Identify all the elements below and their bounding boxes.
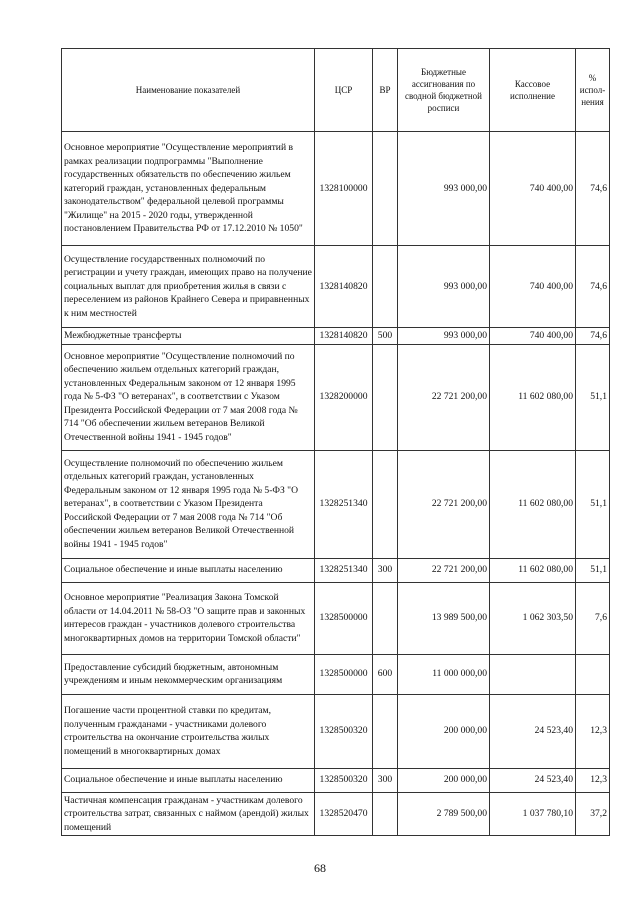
cell-budget: 22 721 200,00 [398, 558, 490, 582]
cell-pct: 74,6 [576, 246, 610, 328]
table-row [62, 768, 610, 792]
table-row [62, 654, 610, 694]
cell-cash: 740 400,00 [490, 246, 576, 328]
cell-name: Межбюджетные трансферты [62, 328, 315, 345]
cell-budget: 2 789 500,00 [398, 792, 490, 836]
cell-name: Частичная компенсация гражданам - участникам долевого строительства затрат, связанных с наймом (арендой) жилых помещений [62, 792, 315, 836]
cell-cash: 11 602 080,00 [490, 344, 576, 450]
header-budget: Бюджетные ассигнования по сводной бюджетной росписи [398, 49, 490, 132]
cell-csr: 1328520470 [315, 792, 373, 836]
cell-name: Социальное обеспечение и иные выплаты населению [62, 558, 315, 582]
cell-vr [373, 792, 398, 836]
cell-pct: 74,6 [576, 132, 610, 246]
table-header-row [62, 49, 610, 132]
cell-pct: 12,3 [576, 768, 610, 792]
cell-name: Осуществление государственных полномочий по регистрации и учету граждан, имеющих право на получение социальных выплат для приобретения жилья в связи с переселением из районов Крайнего Севера и приравненных к ним местностей [62, 246, 315, 328]
table-row [62, 694, 610, 768]
cell-name: Осуществление полномочий по обеспечению жильем отдельных категорий граждан, установленных Федеральным законом от 12 января 1995 года № 5-ФЗ "О ветеранах", в соответствии с Указом Президента Российской Федерации от 7 мая 2008 года № 714 "Об обеспечении жильем ветеранов Великой Отечественной войны 1941 - 1945 годов" [62, 450, 315, 558]
cell-budget: 22 721 200,00 [398, 344, 490, 450]
header-csr: ЦСР [315, 49, 373, 132]
cell-budget: 11 000 000,00 [398, 654, 490, 694]
cell-csr: 1328251340 [315, 450, 373, 558]
table-row [62, 344, 610, 450]
cell-vr [373, 450, 398, 558]
cell-cash [490, 654, 576, 694]
cell-pct: 7,6 [576, 582, 610, 654]
cell-name: Погашение части процентной ставки по кредитам, полученным гражданами - участниками долевого строительства на окончание строительства жилых помещений в многоквартирных домах [62, 694, 315, 768]
budget-execution-table [61, 48, 610, 836]
cell-csr: 1328500000 [315, 654, 373, 694]
table-row [62, 558, 610, 582]
cell-vr: 300 [373, 558, 398, 582]
cell-cash: 11 602 080,00 [490, 450, 576, 558]
cell-pct: 74,6 [576, 328, 610, 345]
cell-csr: 1328500320 [315, 768, 373, 792]
cell-pct: 51,1 [576, 344, 610, 450]
cell-pct: 51,1 [576, 450, 610, 558]
cell-budget: 993 000,00 [398, 246, 490, 328]
header-pct: % испол-нения [576, 49, 610, 132]
table-row [62, 582, 610, 654]
cell-vr: 500 [373, 328, 398, 345]
cell-name: Основное мероприятие "Осуществление мероприятий в рамках реализации подпрограммы "Выполнение государственных обязательств по обеспечению жильем категорий граждан, установленных федеральным законодательством" федеральной целевой программы "Жилище" на 2015 - 2020 годы, утвержденной постановлением Правительства РФ от 17.12.2010 № 1050" [62, 132, 315, 246]
page-number: 68 [314, 861, 326, 875]
table-row [62, 450, 610, 558]
header-vr: ВР [373, 49, 398, 132]
cell-budget: 993 000,00 [398, 328, 490, 345]
cell-cash: 24 523,40 [490, 694, 576, 768]
cell-csr: 1328100000 [315, 132, 373, 246]
cell-budget: 200 000,00 [398, 768, 490, 792]
cell-csr: 1328500000 [315, 582, 373, 654]
cell-pct [576, 654, 610, 694]
header-name: Наименование показателей [62, 49, 315, 132]
cell-cash: 740 400,00 [490, 328, 576, 345]
cell-name: Основное мероприятие "Реализация Закона Томской области от 14.04.2011 № 58-ОЗ "О защите прав и законных интересов граждан - участников долевого строительства многоквартирных домов на территории Томской области" [62, 582, 315, 654]
cell-vr [373, 246, 398, 328]
cell-csr: 1328200000 [315, 344, 373, 450]
table-row [62, 246, 610, 328]
cell-cash: 24 523,40 [490, 768, 576, 792]
cell-cash: 11 602 080,00 [490, 558, 576, 582]
table-row [62, 328, 610, 345]
cell-budget: 200 000,00 [398, 694, 490, 768]
cell-vr [373, 132, 398, 246]
cell-cash: 1 062 303,50 [490, 582, 576, 654]
cell-pct: 37,2 [576, 792, 610, 836]
cell-vr: 600 [373, 654, 398, 694]
cell-budget: 13 989 500,00 [398, 582, 490, 654]
cell-vr [373, 694, 398, 768]
header-cash: Кассовое исполнение [490, 49, 576, 132]
cell-vr: 300 [373, 768, 398, 792]
cell-budget: 22 721 200,00 [398, 450, 490, 558]
cell-vr [373, 344, 398, 450]
cell-pct: 12,3 [576, 694, 610, 768]
cell-cash: 1 037 780,10 [490, 792, 576, 836]
cell-budget: 993 000,00 [398, 132, 490, 246]
cell-csr: 1328140820 [315, 328, 373, 345]
cell-csr: 1328251340 [315, 558, 373, 582]
cell-name: Основное мероприятие "Осуществление полномочий по обеспечению жильем отдельных категорий граждан, установленных Федеральным законом от 12 января 1995 года № 5-ФЗ "О ветеранах", в соответствии с Указом Президента Российской Федерации от 7 мая 2008 года № 714 "Об обеспечении жильем ветеранов Великой Отечественной войны 1941 - 1945 годов" [62, 344, 315, 450]
cell-csr: 1328500320 [315, 694, 373, 768]
cell-name: Социальное обеспечение и иные выплаты населению [62, 768, 315, 792]
cell-vr [373, 582, 398, 654]
cell-pct: 51,1 [576, 558, 610, 582]
table-row [62, 792, 610, 836]
cell-name: Предоставление субсидий бюджетным, автономным учреждениям и иным некоммерческим организациям [62, 654, 315, 694]
cell-csr: 1328140820 [315, 246, 373, 328]
table-row [62, 132, 610, 246]
cell-cash: 740 400,00 [490, 132, 576, 246]
